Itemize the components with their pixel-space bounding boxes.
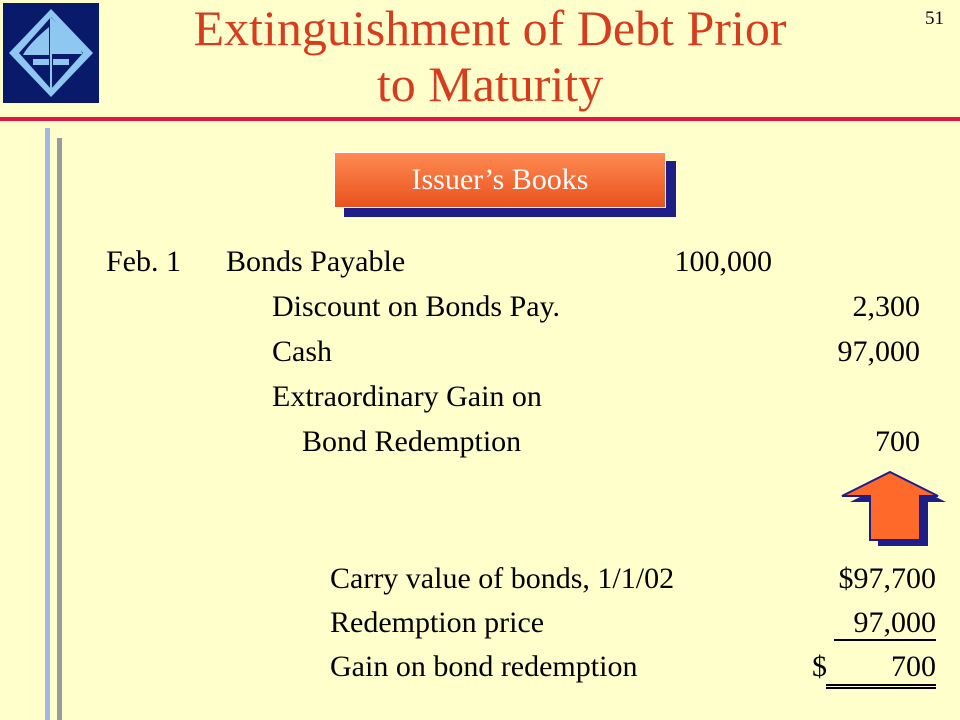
journal-account: Extraordinary Gain on bbox=[272, 380, 542, 413]
calc-label: Carry value of bonds, 1/1/02 bbox=[330, 562, 675, 595]
calc-label: Gain on bond redemption bbox=[330, 650, 638, 683]
journal-account: Bond Redemption bbox=[302, 425, 522, 458]
calc-label: Redemption price bbox=[330, 606, 545, 639]
calc-value-underlined: 97,000 bbox=[834, 606, 937, 641]
left-accent-bar bbox=[45, 128, 50, 720]
calc-value bbox=[826, 650, 936, 689]
journal-account: Discount on Bonds Pay. bbox=[272, 290, 561, 323]
logo-icon bbox=[3, 3, 99, 103]
left-accent-bar-shadow bbox=[57, 138, 62, 720]
calc-total-double-underlined: 700 bbox=[826, 650, 936, 689]
journal-account: Cash bbox=[272, 335, 332, 368]
title-line-1: Extinguishment of Debt Prior bbox=[193, 0, 787, 56]
journal-account: Bonds Payable bbox=[226, 245, 406, 278]
journal-credit: 700 bbox=[875, 425, 920, 458]
up-arrow-icon bbox=[840, 470, 950, 550]
journal-date: Feb. 1 bbox=[106, 245, 181, 278]
page-number: 51 bbox=[925, 8, 944, 29]
calc-value bbox=[816, 606, 936, 640]
issuers-books-badge: Issuer’s Books bbox=[334, 152, 666, 208]
journal-credit: 97,000 bbox=[837, 335, 920, 368]
journal-credit: 2,300 bbox=[852, 290, 920, 323]
slide-title bbox=[100, 0, 880, 112]
title-line-2: to Maturity bbox=[376, 56, 604, 112]
calc-currency: $ bbox=[812, 650, 827, 683]
title-divider bbox=[0, 117, 960, 121]
calc-value: $97,700 bbox=[838, 562, 936, 595]
journal-debit: 100,000 bbox=[674, 245, 772, 278]
